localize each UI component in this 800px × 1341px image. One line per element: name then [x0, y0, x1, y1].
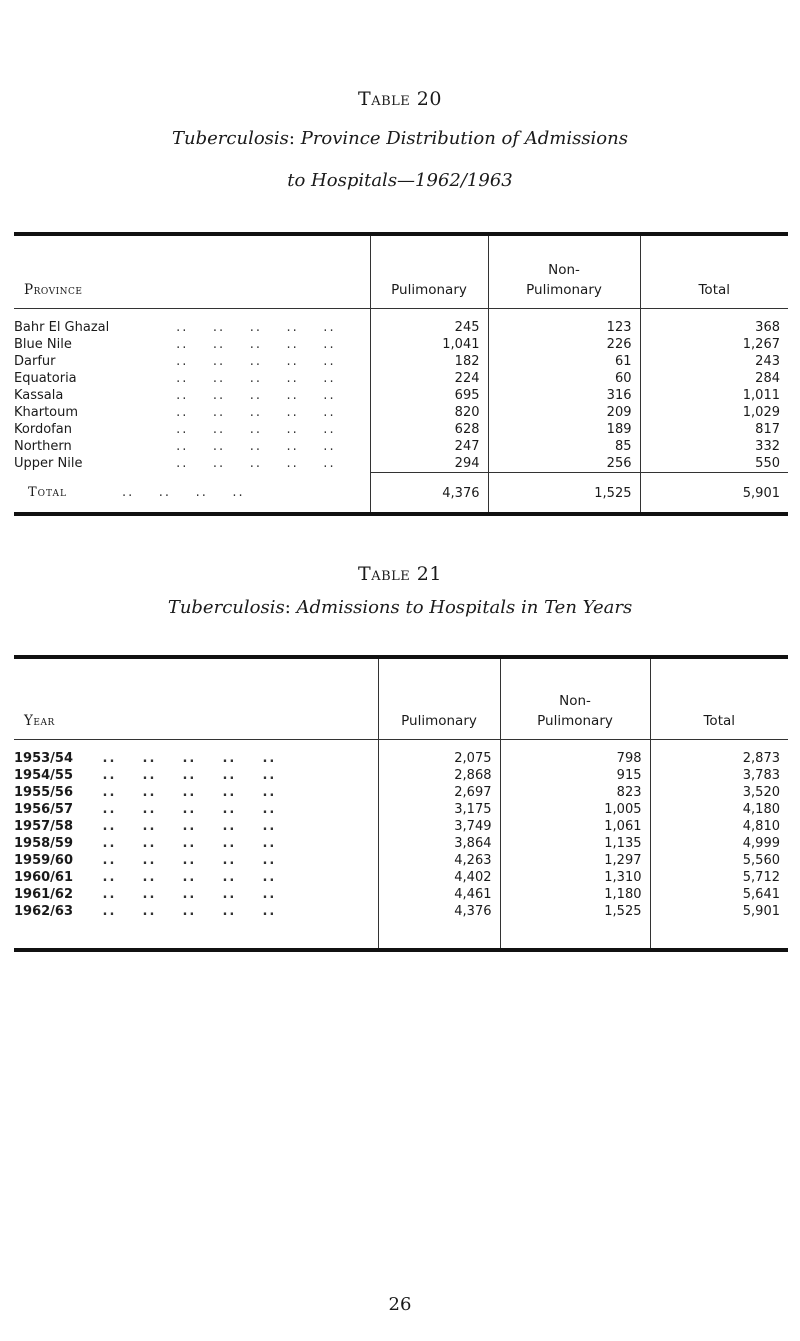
table-row — [14, 404, 788, 421]
total-cell-text: 1,029 — [742, 404, 780, 420]
row-label-text: Darfur — [14, 353, 56, 369]
leader-dots: .. .. .. .. .. — [96, 886, 283, 902]
non-pulmonary-cell-text: 60 — [614, 370, 632, 386]
row-label-text: 1957/58 — [14, 818, 74, 834]
total-cell-text: 5,901 — [742, 903, 780, 919]
total-cell-text: 5,560 — [742, 852, 780, 868]
total-cell-text: 368 — [755, 319, 780, 335]
leader-dots: .. .. .. .. .. — [170, 336, 342, 352]
non-pulmonary-cell — [500, 750, 650, 767]
non-pulmonary-cell-text: 209 — [606, 404, 632, 420]
row-label — [14, 353, 370, 370]
total-cell-text: 3,783 — [742, 767, 780, 783]
total-cell — [640, 353, 788, 370]
total-cell — [640, 387, 788, 404]
pulmonary-cell-text: 4,402 — [454, 869, 492, 885]
leader-dots: .. .. .. .. .. — [96, 903, 283, 919]
total-cell — [650, 750, 788, 767]
table-20-subtitle-rest: Province Distribution of Admissions — [294, 128, 628, 149]
total-cell-text: 332 — [755, 438, 780, 454]
pulmonary-cell — [370, 336, 488, 353]
total-cell-text: 4,180 — [742, 801, 780, 817]
table-row — [14, 319, 788, 336]
total-cell-text: 5,712 — [742, 869, 780, 885]
non-pulmonary-cell — [488, 404, 640, 421]
total-cell — [640, 421, 788, 438]
non-pulmonary-cell-text: 1,297 — [604, 852, 642, 868]
pulmonary-cell — [378, 818, 500, 835]
row-label — [14, 767, 378, 784]
leader-dots: .. .. .. .. .. — [170, 370, 342, 386]
non-pulmonary-cell-text: 123 — [606, 319, 632, 335]
non-pulmonary-cell — [488, 319, 640, 336]
row-label — [14, 852, 378, 869]
pulmonary-cell — [378, 801, 500, 818]
non-pulmonary-cell-text: 915 — [616, 767, 642, 783]
row-label — [14, 886, 378, 903]
table-20-subtitle-line2: to Hospitals—1962/1963 — [287, 170, 513, 191]
total-cell — [640, 319, 788, 336]
leader-dots: .. .. .. .. .. — [170, 455, 342, 471]
total-cell-text: 4,810 — [742, 818, 780, 834]
table-row — [14, 353, 788, 370]
table-row — [14, 336, 788, 353]
row-label — [14, 387, 370, 404]
row-label-text: 1953/54 — [14, 750, 74, 766]
row-label — [14, 818, 378, 835]
non-pulmonary-cell — [500, 818, 650, 835]
pulmonary-cell — [378, 750, 500, 767]
table-21-subtitle: Tuberculosis: Admissions to Hospitals in Ten Years — [167, 597, 633, 618]
pulmonary-cell-text: 3,749 — [454, 818, 492, 834]
leader-dots: .. .. .. .. .. — [96, 852, 283, 868]
column-header-total: Total — [650, 657, 788, 739]
total-non-pulmonary-cell — [488, 472, 640, 512]
page-number: 26 — [388, 1294, 412, 1315]
non-pulmonary-cell — [500, 886, 650, 903]
total-cell — [640, 370, 788, 387]
non-pulmonary-cell-text: 1,005 — [604, 801, 642, 817]
non-pulmonary-cell-text: 823 — [616, 784, 642, 800]
pulmonary-cell — [378, 869, 500, 886]
non-pulmonary-cell — [488, 421, 640, 438]
pulmonary-cell — [370, 353, 488, 370]
table-21-title: Table 21 — [358, 563, 442, 585]
pulmonary-cell — [370, 438, 488, 455]
non-pulmonary-cell — [500, 903, 650, 920]
leader-dots: .. .. .. .. .. — [170, 387, 342, 403]
total-cell-text: 1,011 — [742, 387, 780, 403]
pulmonary-cell-text: 3,864 — [454, 835, 492, 851]
non-pulmonary-cell — [500, 801, 650, 818]
total-label-text: Total — [28, 485, 68, 501]
table-row — [14, 852, 788, 869]
row-label-text: 1961/62 — [14, 886, 74, 902]
total-cell — [650, 903, 788, 920]
total-cell — [650, 835, 788, 852]
row-label — [14, 801, 378, 818]
table-row — [14, 750, 788, 767]
pulmonary-cell-text: 820 — [454, 404, 480, 420]
table-row — [14, 886, 788, 903]
table-bottom-rule — [14, 920, 788, 950]
total-cell-text: 5,641 — [742, 886, 780, 902]
non-pulmonary-cell — [488, 336, 640, 353]
row-label-text: 1962/63 — [14, 903, 74, 919]
row-label-text: 1955/56 — [14, 784, 74, 800]
pulmonary-cell — [370, 319, 488, 336]
leader-dots: .. .. .. .. .. — [96, 869, 283, 885]
non-pulmonary-cell — [500, 869, 650, 886]
row-label — [14, 903, 378, 920]
non-pulmonary-cell — [488, 353, 640, 370]
total-cell — [640, 336, 788, 353]
pulmonary-cell — [370, 455, 488, 473]
non-pulmonary-cell-text: 1,061 — [604, 818, 642, 834]
non-pulmonary-cell-text: 189 — [606, 421, 632, 437]
table-row — [14, 801, 788, 818]
non-pulmonary-cell-text: 1,135 — [604, 835, 642, 851]
leader-dots: .. .. .. .. .. — [96, 784, 283, 800]
pulmonary-cell-text: 245 — [454, 319, 480, 335]
row-label-text: Kassala — [14, 387, 64, 403]
table-20-title: Table 20 — [358, 88, 442, 110]
column-header-non-pulmonary: Non- Pulimonary — [488, 234, 640, 308]
pulmonary-cell — [378, 767, 500, 784]
total-cell — [640, 438, 788, 455]
total-cell — [650, 818, 788, 835]
leader-dots: .. .. .. .. .. — [96, 835, 283, 851]
table-row — [14, 438, 788, 455]
leader-dots: .. .. .. .. .. — [96, 767, 283, 783]
pulmonary-cell-text: 4,461 — [454, 886, 492, 902]
total-cell-text: 1,267 — [742, 336, 780, 352]
non-pulmonary-cell — [488, 370, 640, 387]
non-pulmonary-cell — [500, 852, 650, 869]
pulmonary-cell — [378, 903, 500, 920]
pulmonary-cell — [378, 886, 500, 903]
leader-dots: .. .. .. .. .. — [170, 438, 342, 454]
total-cell-text: 284 — [755, 370, 780, 386]
pulmonary-cell-text: 2,697 — [454, 784, 492, 800]
non-pulmonary-cell-text: 798 — [616, 750, 642, 766]
total-row — [14, 472, 788, 512]
pulmonary-cell — [370, 404, 488, 421]
table-row — [14, 370, 788, 387]
non-pulmonary-cell — [500, 835, 650, 852]
non-pulmonary-cell-text: 1,310 — [604, 869, 642, 885]
leader-dots: .. .. .. .. .. — [96, 750, 283, 766]
column-header-province: Province — [24, 281, 83, 298]
row-label-text: 1956/57 — [14, 801, 74, 817]
column-header-non-pulmonary: Non- Pulimonary — [500, 657, 650, 739]
total-cell — [650, 869, 788, 886]
row-label-text: Northern — [14, 438, 72, 454]
total-cell — [640, 404, 788, 421]
pulmonary-cell-text: 2,868 — [454, 767, 492, 783]
pulmonary-cell — [370, 387, 488, 404]
spacer-row — [14, 739, 788, 750]
row-label-text: Khartoum — [14, 404, 79, 420]
pulmonary-cell — [378, 852, 500, 869]
total-non-pulmonary-cell-text: 1,525 — [594, 485, 632, 501]
row-label — [14, 421, 370, 438]
total-cell — [650, 852, 788, 869]
table-row — [14, 869, 788, 886]
grand-total-cell — [640, 472, 788, 512]
table-21-subtitle-rest: Admissions to Hospitals in Ten Years — [290, 597, 633, 618]
table-21-body — [14, 739, 788, 950]
row-label-text: Upper Nile — [14, 455, 83, 471]
leader-dots: .. .. .. .. .. — [170, 319, 342, 335]
non-pulmonary-cell-text: 1,180 — [604, 886, 642, 902]
non-pulmonary-cell-text: 226 — [606, 336, 632, 352]
pulmonary-cell-text: 2,075 — [454, 750, 492, 766]
pulmonary-cell — [370, 421, 488, 438]
table-bottom-rule — [14, 512, 788, 514]
total-cell — [650, 767, 788, 784]
total-cell — [650, 784, 788, 801]
row-label — [14, 438, 370, 455]
pulmonary-cell — [378, 784, 500, 801]
table-21-subtitle-lead: Tuberculosis — [167, 597, 285, 618]
total-cell-text: 4,999 — [742, 835, 780, 851]
table-row — [14, 421, 788, 438]
pulmonary-cell-text: 695 — [454, 387, 480, 403]
table-row — [14, 818, 788, 835]
column-header-pulmonary: Pulimonary — [370, 234, 488, 308]
table-row — [14, 387, 788, 404]
non-pulmonary-cell — [500, 784, 650, 801]
non-pulmonary-cell — [488, 455, 640, 473]
pulmonary-cell-text: 224 — [454, 370, 480, 386]
non-pulmonary-cell — [488, 438, 640, 455]
column-header-total: Total — [640, 234, 788, 308]
leader-dots: .. .. .. .. .. — [96, 801, 283, 817]
total-cell-text: 550 — [755, 455, 780, 471]
pulmonary-cell-text: 3,175 — [454, 801, 492, 817]
table-21 — [14, 655, 788, 952]
total-pulmonary-cell-text: 4,376 — [442, 485, 480, 501]
table-20-subtitle: Tuberculosis: Province Distribution of Admissions — [172, 128, 628, 149]
spacer-row — [14, 308, 788, 319]
pulmonary-cell-text: 4,263 — [454, 852, 492, 868]
total-cell-text: 2,873 — [742, 750, 780, 766]
non-pulmonary-cell-text: 1,525 — [604, 903, 642, 919]
pulmonary-cell-text: 182 — [454, 353, 480, 369]
column-header-year: Year — [24, 712, 55, 729]
total-cell-text: 817 — [755, 421, 780, 437]
table-20-body — [14, 308, 788, 514]
pulmonary-cell-text: 247 — [454, 438, 480, 454]
row-label-text: Bahr El Ghazal — [14, 319, 110, 335]
row-label-text: 1958/59 — [14, 835, 74, 851]
table-20-subtitle-lead: Tuberculosis — [172, 128, 289, 149]
leader-dots: .. .. .. .. — [122, 485, 245, 501]
leader-dots: .. .. .. .. .. — [170, 353, 342, 369]
non-pulmonary-cell-text: 85 — [614, 438, 632, 454]
row-label-text: 1960/61 — [14, 869, 74, 885]
non-pulmonary-cell-text: 316 — [606, 387, 632, 403]
leader-dots: .. .. .. .. .. — [170, 421, 342, 437]
row-label — [14, 319, 370, 336]
non-pulmonary-cell — [500, 767, 650, 784]
leader-dots: .. .. .. .. .. — [96, 818, 283, 834]
row-label — [14, 455, 370, 473]
table-row — [14, 767, 788, 784]
row-label-text: Equatoria — [14, 370, 77, 386]
row-label — [14, 869, 378, 886]
table-row — [14, 835, 788, 852]
total-cell-text: 3,520 — [742, 784, 780, 800]
row-label — [14, 750, 378, 767]
table-row — [14, 455, 788, 473]
non-pulmonary-cell — [488, 387, 640, 404]
table-row — [14, 903, 788, 920]
row-label-text: 1959/60 — [14, 852, 74, 868]
pulmonary-cell-text: 1,041 — [442, 336, 480, 352]
row-label — [14, 835, 378, 852]
grand-total-cell-text: 5,901 — [742, 485, 780, 501]
column-header-pulmonary: Pulimonary — [378, 657, 500, 739]
pulmonary-cell-text: 294 — [454, 455, 480, 471]
total-cell-text: 243 — [755, 353, 780, 369]
row-label-text: 1954/55 — [14, 767, 74, 783]
pulmonary-cell — [370, 370, 488, 387]
row-label-text: Kordofan — [14, 421, 72, 437]
row-label — [14, 336, 370, 353]
table-20 — [14, 232, 788, 516]
row-label-text: Blue Nile — [14, 336, 72, 352]
total-cell — [650, 801, 788, 818]
pulmonary-cell-text: 628 — [454, 421, 480, 437]
non-pulmonary-cell-text: 61 — [614, 353, 632, 369]
total-pulmonary-cell — [370, 472, 488, 512]
table-row — [14, 784, 788, 801]
total-cell — [650, 886, 788, 903]
pulmonary-cell — [378, 835, 500, 852]
row-label — [14, 784, 378, 801]
pulmonary-cell-text: 4,376 — [454, 903, 492, 919]
non-pulmonary-cell-text: 256 — [606, 455, 632, 471]
row-label — [14, 404, 370, 421]
row-label — [14, 370, 370, 387]
total-cell — [640, 455, 788, 473]
total-label — [14, 472, 370, 512]
leader-dots: .. .. .. .. .. — [170, 404, 342, 420]
